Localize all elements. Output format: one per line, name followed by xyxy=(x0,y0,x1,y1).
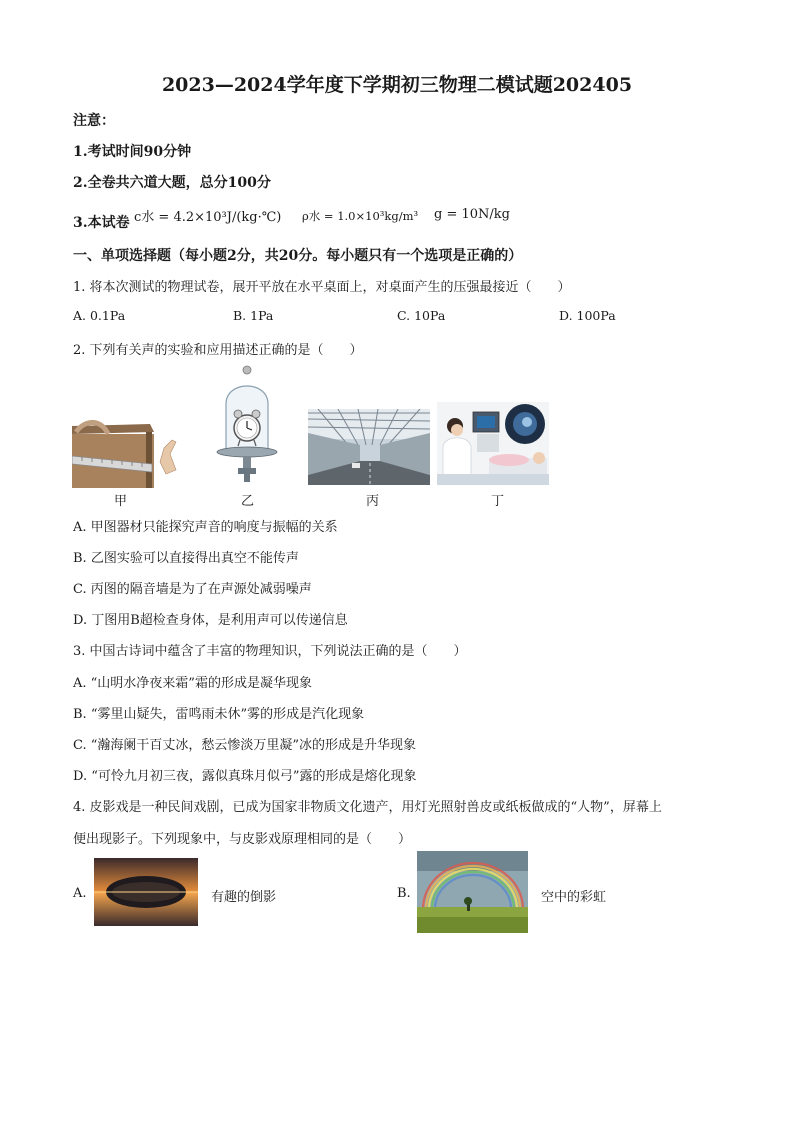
figure-ding-b-ultrasound xyxy=(437,402,549,485)
formula-density: ρ水 = 1.0×10³kg/m³ xyxy=(302,209,419,223)
question-4-stem-line-2: 便出现影子。下列现象中，与皮影戏原理相同的是（ ） xyxy=(73,832,412,847)
notice-item-1: 1.考试时间90分钟 xyxy=(73,144,192,160)
question-2-option-d: D. 丁图用B超检查身体，是利用声可以传递信息 xyxy=(73,613,348,628)
question-1-option-d: D. 100Pa xyxy=(559,308,616,323)
caption-bing: 丙 xyxy=(366,494,380,509)
question-1-stem: 1. 将本次测试的物理试卷，展开平放在水平桌面上，对桌面产生的压强最接近（ ） xyxy=(73,280,571,295)
formula-gravity: g = 10N/kg xyxy=(434,207,510,222)
figure-yi-bell-jar-clock xyxy=(212,364,282,484)
question-3-stem: 3. 中国古诗词中蕴含了丰富的物理知识，下列说法正确的是（ ） xyxy=(73,644,467,659)
page-title: 2023—2024学年度下学期初三物理二模试题202405 xyxy=(161,74,633,96)
question-4-option-b-letter: B. xyxy=(397,886,411,901)
question-1-option-b: B. 1Pa xyxy=(233,308,274,323)
question-1-option-c: C. 10Pa xyxy=(397,308,446,323)
question-1-option-a: A. 0.1Pa xyxy=(73,308,126,323)
question-4-option-b-text: 空中的彩虹 xyxy=(541,890,607,905)
question-2-option-c: C. 丙图的隔音墙是为了在声源处减弱噪声 xyxy=(73,582,312,597)
notice-heading: 注意： xyxy=(73,113,115,129)
question-3-option-d: D. “可怜九月初三夜，露似真珠月似弓”露的形成是熔化现象 xyxy=(73,769,417,784)
notice-item-3-prefix: 3.本试卷 xyxy=(73,215,130,231)
question-4-option-a-letter: A. xyxy=(73,886,87,901)
question-2-stem: 2. 下列有关声的实验和应用描述正确的是（ ） xyxy=(73,343,363,358)
figure-bing-sound-barrier xyxy=(308,409,430,485)
caption-jia: 甲 xyxy=(114,494,128,509)
figure-reflection-photo xyxy=(94,858,198,926)
section-heading: 一、单项选择题（每小题2分，共20分。每小题只有一个选项是正确的） xyxy=(73,248,523,264)
question-4-stem-line-1: 4. 皮影戏是一种民间戏剧，已成为国家非物质文化遗产，用灯光照射兽皮或纸板做成的“人物”，屏幕上 xyxy=(73,800,662,815)
caption-yi: 乙 xyxy=(241,494,255,509)
question-3-option-c: C. “瀚海阑干百丈冰，愁云惨淡万里凝”冰的形成是升华现象 xyxy=(73,738,417,753)
question-4-option-a-text: 有趣的倒影 xyxy=(211,890,277,905)
formula-specific-heat: c水 = 4.2×10³J/(kg·℃) xyxy=(134,210,282,225)
question-2-option-b: B. 乙图实验可以直接得出真空不能传声 xyxy=(73,551,299,566)
question-3-option-b: B. “雾里山疑失，雷鸣雨未休”雾的形成是汽化现象 xyxy=(73,707,365,722)
figure-rainbow-photo xyxy=(417,851,528,933)
question-3-option-a: A. “山明水净夜来霜”霜的形成是凝华现象 xyxy=(73,676,312,691)
notice-item-2: 2.全卷共六道大题，总分100分 xyxy=(73,175,271,191)
question-2-option-a: A. 甲图器材只能探究声音的响度与振幅的关系 xyxy=(73,520,338,535)
caption-ding: 丁 xyxy=(491,494,505,509)
figure-jia-ruler-on-table xyxy=(72,418,182,488)
